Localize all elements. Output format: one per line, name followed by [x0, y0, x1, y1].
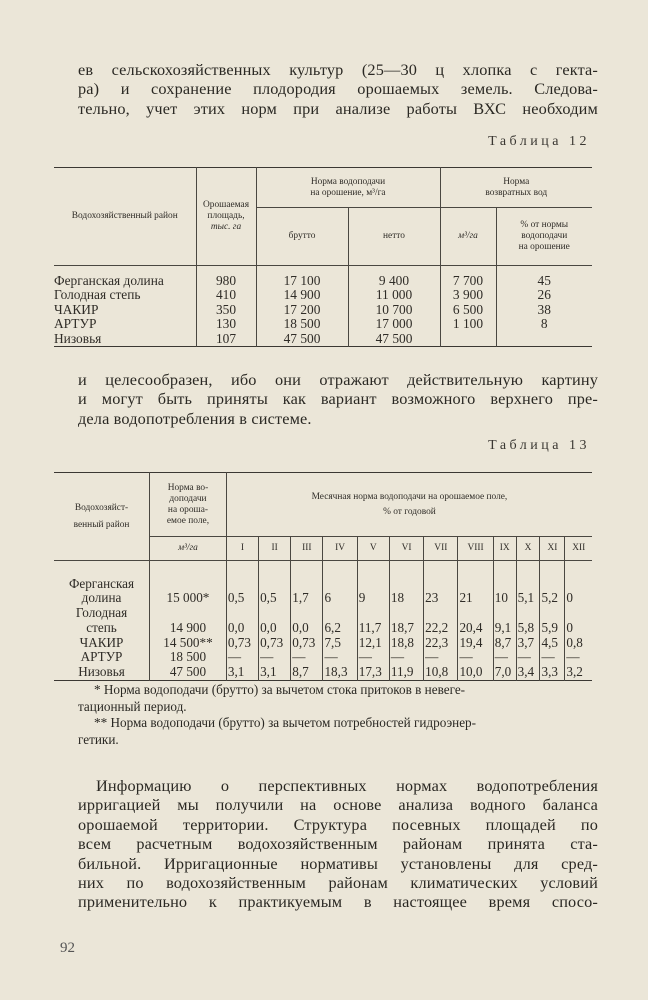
cell-norm: 14 500**: [150, 636, 227, 651]
cell-gross: 14 900: [256, 288, 348, 303]
cell-month-value: 8,7: [291, 665, 323, 680]
cell-month-value: 5,2: [540, 577, 565, 607]
cell-district: АРТУР: [54, 316, 97, 331]
table-row: [54, 665, 592, 680]
cell-month-value: 10,0: [458, 665, 493, 680]
cell-net: 9 400: [348, 274, 440, 289]
header-gross: брутто: [256, 208, 348, 266]
table-row: [54, 317, 592, 332]
text-line: Информацию о перспективных нормах водопотребления: [96, 776, 598, 795]
cell-area: 130: [196, 317, 256, 332]
cell-month-value: 11,7: [357, 606, 389, 636]
cell-month-value: 18,3: [323, 665, 357, 680]
table-12: [54, 167, 592, 347]
text-line: них по водохозяйственным районам климатических условий: [78, 873, 598, 893]
cell-month-value: 22,2: [424, 606, 458, 636]
cell-month-value: 9: [357, 577, 389, 607]
header-month: IV: [323, 537, 357, 561]
middle-paragraph: [78, 370, 598, 428]
cell-month-value: 0,73: [226, 636, 258, 651]
cell-area: 410: [196, 288, 256, 303]
text-line: всем расчетным водохозяйственным районам принята ста-: [78, 834, 598, 854]
cell-month-value: 6: [323, 577, 357, 607]
cell-return-m3: [440, 332, 496, 347]
table-row: [54, 288, 592, 303]
cell-month-value: —: [291, 650, 323, 665]
cell-month-value: 19,4: [458, 636, 493, 651]
cell-area: 350: [196, 303, 256, 318]
cell-month-value: 0,0: [291, 606, 323, 636]
cell-return-pct: 8: [496, 317, 592, 332]
text-line: тельно, учет этих норм при анализе работы ВХС необходим: [78, 98, 598, 118]
footnote-1-cont: тационный период.: [78, 698, 187, 714]
cell-gross: 47 500: [256, 332, 348, 347]
cell-district: ЧАКИР: [79, 634, 124, 650]
cell-month-value: 9,1: [493, 606, 516, 636]
cell-month-value: 18,7: [389, 606, 423, 636]
cell-month-value: 6,2: [323, 606, 357, 636]
cell-district: Голодная степь: [54, 287, 141, 302]
cell-month-value: 4,5: [540, 636, 565, 651]
cell-area: 980: [196, 274, 256, 289]
cell-month-value: 21: [458, 577, 493, 607]
cell-month-value: —: [493, 650, 516, 665]
cell-month-value: 0,5: [259, 577, 291, 607]
cell-month-value: —: [540, 650, 565, 665]
table-row: [54, 650, 592, 665]
text-line: применительно к практикуемым в настоящее время спосо-: [78, 892, 598, 912]
cell-month-value: 10: [493, 577, 516, 607]
cell-month-value: 0: [565, 606, 592, 636]
header-return-norm: Норма возвратных вод: [440, 168, 592, 208]
cell-return-m3: 6 500: [440, 303, 496, 318]
cell-month-value: 3,4: [516, 665, 540, 680]
text-line: ра) и сохранение плодородия орошаемых земель. Следова-: [78, 79, 598, 99]
cell-month-value: 0,0: [259, 606, 291, 636]
cell-month-value: —: [226, 650, 258, 665]
header-pct-of-norm: % от нормы водоподачи на орошение: [496, 208, 592, 266]
footnote-1: * Норма водоподачи (брутто) за вычетом стока притоков в невеге-: [94, 682, 466, 697]
cell-gross: 17 100: [256, 274, 348, 289]
cell-month-value: 0: [565, 577, 592, 607]
table-row: [54, 606, 592, 636]
cell-area: 107: [196, 332, 256, 347]
cell-month-value: 17,3: [357, 665, 389, 680]
cell-month-value: 8,7: [493, 636, 516, 651]
cell-month-value: 11,9: [389, 665, 423, 680]
header-net: нетто: [348, 208, 440, 266]
cell-month-value: —: [458, 650, 493, 665]
header-month: III: [291, 537, 323, 561]
cell-norm: 14 900: [150, 606, 227, 636]
cell-month-value: —: [516, 650, 540, 665]
header-month: IX: [493, 537, 516, 561]
cell-month-value: 0,73: [291, 636, 323, 651]
cell-return-m3: 1 100: [440, 317, 496, 332]
cell-net: 47 500: [348, 332, 440, 347]
cell-month-value: 7,5: [323, 636, 357, 651]
text-line: и целесообразен, ибо они отражают действительную картину: [78, 370, 598, 389]
cell-month-value: 3,3: [540, 665, 565, 680]
top-paragraph: [78, 60, 598, 118]
cell-month-value: 0,0: [226, 606, 258, 636]
header-norm: Норма во- доподачи на ороша- емое поле,: [150, 473, 227, 537]
cell-month-value: —: [424, 650, 458, 665]
cell-district: Низовья: [78, 664, 125, 680]
header-month: VII: [424, 537, 458, 561]
cell-return-pct: 26: [496, 288, 592, 303]
table-row: [54, 332, 592, 347]
text-line: орошаемой территории. Структура посевных площадей по: [78, 814, 598, 834]
table-row: [54, 577, 592, 607]
cell-month-value: —: [565, 650, 592, 665]
cell-month-value: 0,8: [565, 636, 592, 651]
header-month: I: [226, 537, 258, 561]
cell-district: Голодная степь: [75, 605, 128, 635]
cell-month-value: 0,73: [259, 636, 291, 651]
cell-month-value: 5,8: [516, 606, 540, 636]
footnote-2-cont: гетики.: [78, 731, 119, 747]
text-line: бильной. Ирригационные нормативы установлены для сред-: [78, 853, 598, 873]
cell-month-value: 3,2: [565, 665, 592, 680]
header-norm-unit: м³/га: [150, 537, 227, 561]
cell-month-value: 3,1: [226, 665, 258, 680]
table-13: [54, 472, 592, 681]
header-monthly-norm: Месячная норма водоподачи на орошаемое поле, % от годовой: [226, 473, 592, 537]
cell-district: Низовья: [54, 330, 102, 346]
cell-net: 11 000: [348, 288, 440, 303]
cell-district: АРТУР: [80, 649, 123, 665]
cell-return-m3: 7 700: [440, 274, 496, 289]
cell-return-pct: [496, 332, 592, 347]
cell-district: Ферганская долина: [68, 575, 135, 606]
cell-district: ЧАКИР: [54, 301, 99, 317]
header-month: II: [259, 537, 291, 561]
table-13-caption: Таблица 13: [488, 438, 590, 453]
cell-month-value: 5,9: [540, 606, 565, 636]
table-row: [54, 274, 592, 289]
text-line: дела водопотребления в системе.: [78, 408, 312, 428]
cell-month-value: —: [259, 650, 291, 665]
cell-month-value: 3,7: [516, 636, 540, 651]
cell-month-value: 23: [424, 577, 458, 607]
cell-gross: 17 200: [256, 303, 348, 318]
cell-return-pct: 45: [496, 274, 592, 289]
text-line: ев сельскохозяйственных культур (25—30 ц хлопка с гекта-: [78, 60, 598, 79]
cell-month-value: 0,5: [226, 577, 258, 607]
cell-month-value: 18,8: [389, 636, 423, 651]
cell-return-pct: 38: [496, 303, 592, 318]
cell-month-value: 12,1: [357, 636, 389, 651]
header-month: V: [357, 537, 389, 561]
cell-month-value: 1,7: [291, 577, 323, 607]
header-irrigated-area: Орошаемая площадь, тыс. га: [196, 168, 256, 266]
cell-month-value: —: [389, 650, 423, 665]
header-month: VI: [389, 537, 423, 561]
header-district: Водохозяйственный район: [54, 168, 196, 266]
table-row: [54, 303, 592, 318]
header-supply-norm: Норма водоподачи на орошение, м³/га: [256, 168, 440, 208]
cell-month-value: —: [323, 650, 357, 665]
text-line: и могут быть приняты как вариант возможного верхнего пре-: [78, 389, 598, 409]
page-number: 92: [60, 940, 75, 956]
cell-net: 10 700: [348, 303, 440, 318]
cell-month-value: 20,4: [458, 606, 493, 636]
cell-norm: 47 500: [150, 665, 227, 680]
header-month: VIII: [458, 537, 493, 561]
header-district: Водохозяйст- венный район: [54, 473, 150, 561]
cell-month-value: 7,0: [493, 665, 516, 680]
table-row: [54, 636, 592, 651]
header-month: XI: [540, 537, 565, 561]
header-month: X: [516, 537, 540, 561]
cell-month-value: 10,8: [424, 665, 458, 680]
header-month: XII: [565, 537, 592, 561]
cell-return-m3: 3 900: [440, 288, 496, 303]
cell-month-value: —: [357, 650, 389, 665]
bottom-paragraph: [78, 776, 598, 912]
cell-norm: 18 500: [150, 650, 227, 665]
text-line: ирригацией мы получили на основе анализа водного баланса: [78, 795, 598, 815]
cell-month-value: 3,1: [259, 665, 291, 680]
cell-norm: 15 000*: [150, 577, 227, 607]
header-m3-per-ha: м³/га: [440, 208, 496, 266]
cell-month-value: 18: [389, 577, 423, 607]
cell-net: 17 000: [348, 317, 440, 332]
footnote-2: ** Норма водоподачи (брутто) за вычетом потребностей гидроэнер-: [94, 715, 477, 730]
cell-month-value: 22,3: [424, 636, 458, 651]
table-12-caption: Таблица 12: [488, 134, 590, 149]
cell-gross: 18 500: [256, 317, 348, 332]
cell-district: Ферганская долина: [54, 272, 164, 288]
footnotes: [78, 682, 598, 748]
cell-month-value: 5,1: [516, 577, 540, 607]
